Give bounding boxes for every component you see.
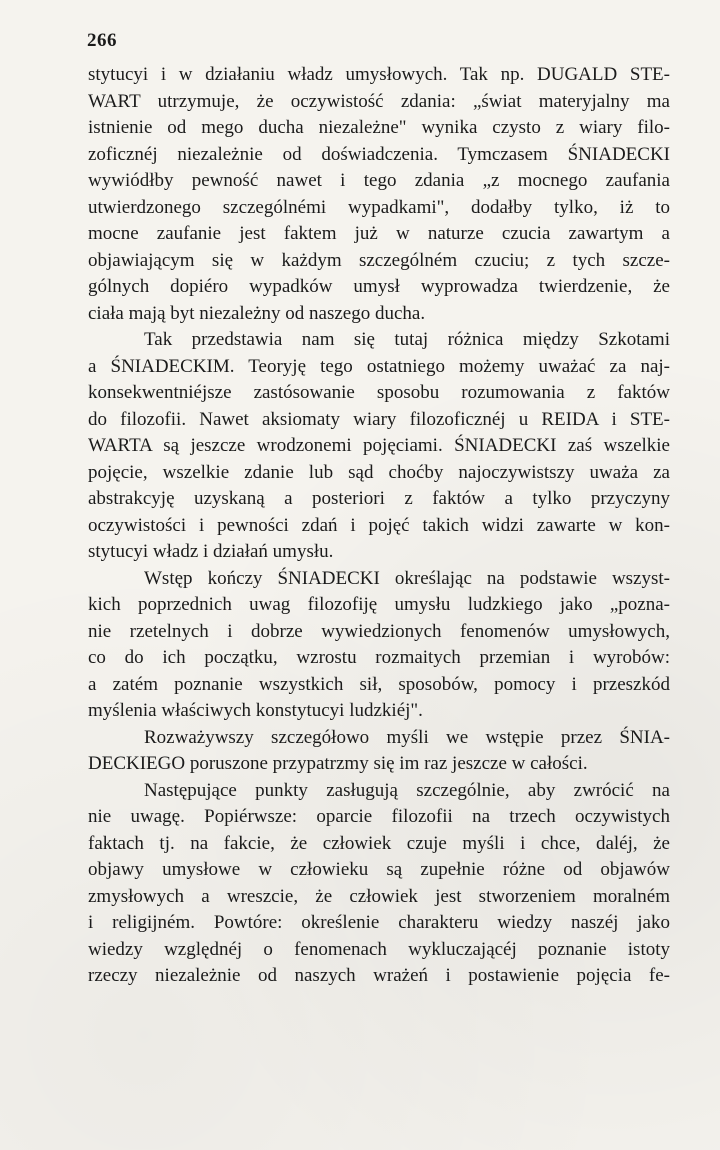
text-line: oczywistości i pewności zdań i pojęć takich widzi zawarte w kon-: [88, 514, 670, 536]
text-line: gólnych dopiéro wypadków umysł wyprowadza twierdzenie, że: [88, 276, 670, 297]
text-line: myślenia właściwych konstytucyi ludzkiéj".: [88, 700, 423, 721]
text-line: Następujące punkty zasługują szczególnie, aby zwrócić na: [144, 779, 670, 801]
text-line: pojęcie, wszelkie zdanie lub sąd choćby najoczywistszy uważa za: [88, 461, 670, 483]
text-line: objawy umysłowe w człowieku są zupełnie różne od objawów: [88, 859, 670, 880]
text-line: a ŚNIADECKIM. Teoryję tego ostatniego możemy uważać za naj-: [88, 355, 670, 377]
text-line: stytucyi i w działaniu władz umysłowych. Tak np. DUGALD STE-: [88, 64, 670, 85]
text-line: konsekwentniéjsze zastósowanie sposobu rozumowania z faktów: [88, 382, 670, 403]
text-line: mocne zaufanie jest faktem już w naturze czucia zawartym a: [88, 223, 670, 244]
text-line: WARTA są jeszcze wrodzonemi pojęciami. ŚNIADECKI zaś wszelkie: [88, 435, 670, 456]
text-line: Tak przedstawia nam się tutaj różnica między Szkotami: [144, 329, 670, 350]
text-line: nie rzetelnych i dobrze wywiedzionych fenomenów umysłowych,: [88, 620, 670, 642]
text-line: kich poprzednich uwag filozofiję umysłu ludzkiego jako „pozna-: [88, 594, 670, 615]
text-line: stytucyi władz i działań umysłu.: [88, 541, 334, 562]
text-line: wiedzy względnéj o fenomenach wykluczającéj poznanie istoty: [88, 938, 670, 960]
body-text: [88, 62, 670, 990]
text-line: objawiającym się w każdym szczególném czuciu; z tych szcze-: [88, 249, 670, 271]
text-line: a zatém poznanie wszystkich sił, sposobów, pomocy i przeszkód: [88, 673, 670, 695]
text-line: wywiódłby pewność nawet i tego zdania „z mocnego zaufania: [88, 170, 670, 191]
text-line: do filozofii. Nawet aksiomaty wiary filozoficznéj u REIDA i STE-: [88, 408, 670, 430]
text-line: rzeczy niezależnie od naszych wrażeń i postawienie pojęcia fe-: [88, 965, 670, 986]
text-line: nie uwagę. Popiérwsze: oparcie filozofii na trzech oczywistych: [88, 806, 670, 827]
page-number: 266: [87, 30, 117, 51]
text-line: DECKIEGO poruszone przypatrzmy się im raz jeszcze w całości.: [88, 753, 588, 774]
text-line: co do ich początku, wzrostu rozmaitych przemian i wyrobów:: [88, 647, 670, 668]
text-line: zoficznéj niezależnie od doświadczenia. Tymczasem ŚNIADECKI: [88, 143, 670, 165]
text-line: Rozważywszy szczegółowo myśli we wstępie przez ŚNIA-: [144, 726, 670, 748]
text-line: i religijném. Powtóre: określenie charakteru wiedzy naszéj jako: [88, 912, 670, 933]
text-line: Wstęp kończy ŚNIADECKI określając na podstawie wszyst-: [144, 567, 670, 589]
text-line: ciała mają byt niezależny od naszego ducha.: [88, 302, 426, 324]
text-line: utwierdzonego szczególnémi wypadkami", dodałby tylko, iż to: [88, 196, 670, 218]
text-line: abstrakcyję uzyskaną a posteriori z faktów a tylko przyczyny: [88, 488, 670, 509]
text-line: istnienie od mego ducha niezależne" wynika czysto z wiary filo-: [88, 117, 670, 138]
text-line: WART utrzymuje, że oczywistość zdania: „świat materyjalny ma: [88, 90, 670, 112]
text-line: zmysłowych a wreszcie, że człowiek jest stworzeniem moralném: [88, 885, 670, 907]
text-line: faktach tj. na fakcie, że człowiek czuje myśli i chce, daléj, że: [88, 832, 670, 854]
